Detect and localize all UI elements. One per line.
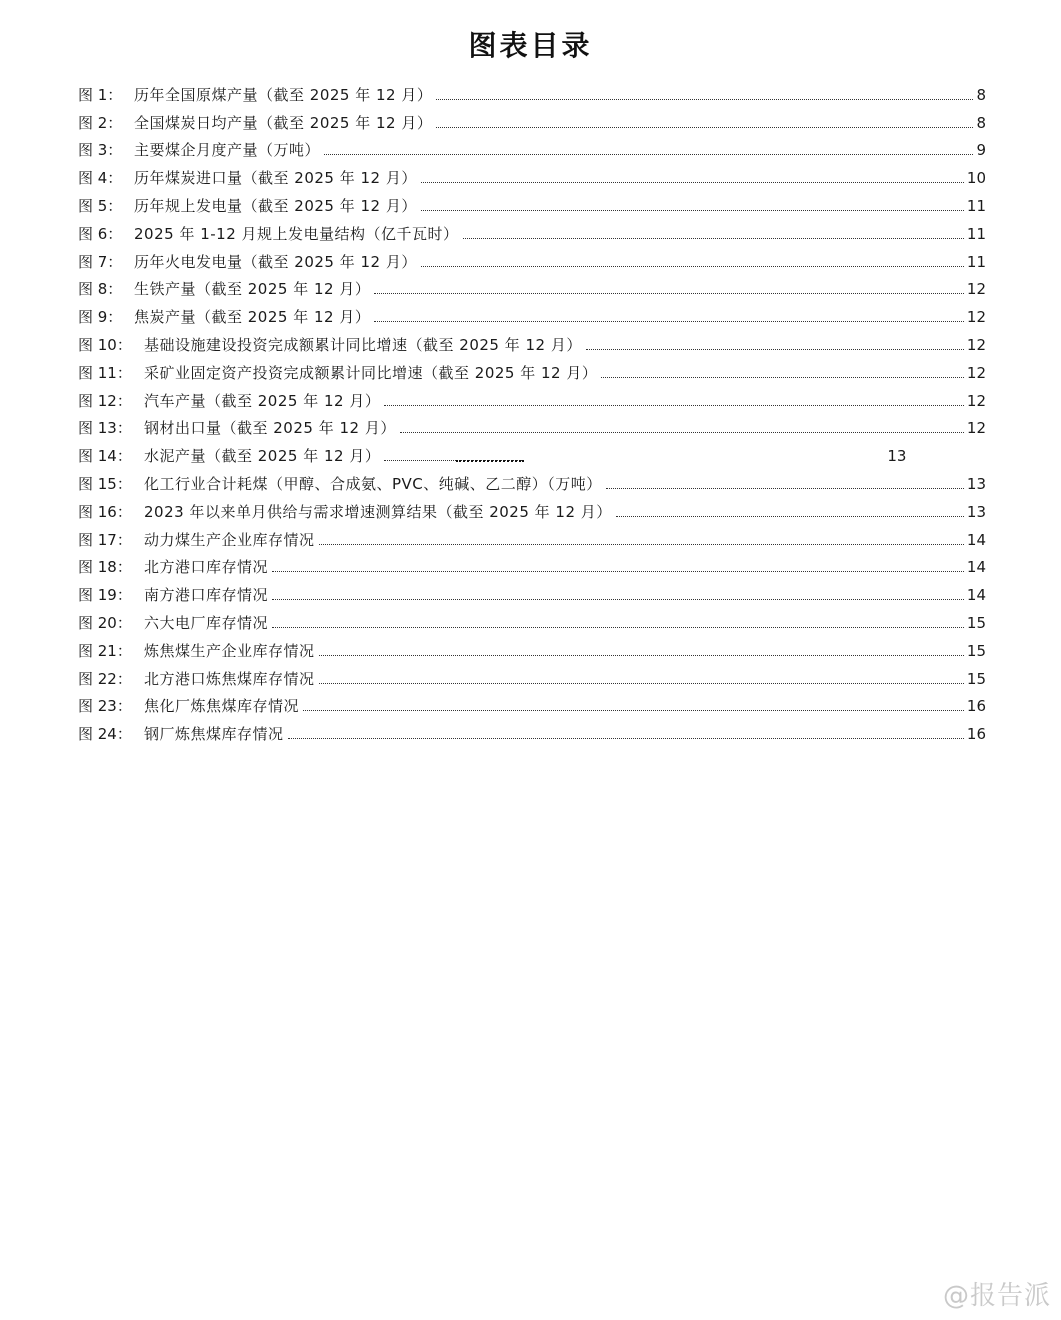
toc-entry[interactable] bbox=[78, 493, 986, 521]
page-number: 12 bbox=[966, 308, 986, 327]
dot-leader bbox=[374, 321, 964, 322]
figure-title: 钢材出口量（截至 2025 年 12 月） bbox=[144, 419, 396, 438]
page-number: 14 bbox=[966, 586, 986, 605]
toc-entry[interactable] bbox=[78, 326, 986, 354]
figure-title: 基础设施建设投资完成额累计同比增速（截至 2025 年 12 月） bbox=[144, 335, 582, 354]
figure-title: 生铁产量（截至 2025 年 12 月） bbox=[134, 280, 371, 299]
figure-number: 图 8： bbox=[78, 280, 123, 299]
figure-title: 2025 年 1-12 月规上发电量结构（亿千瓦时） bbox=[134, 224, 459, 243]
figure-number: 图 12： bbox=[78, 391, 132, 410]
toc-entry[interactable] bbox=[78, 271, 986, 299]
toc-entry[interactable] bbox=[78, 437, 986, 465]
toc-entry[interactable] bbox=[78, 187, 986, 215]
toc-entry[interactable] bbox=[78, 243, 986, 271]
figure-title: 化工行业合计耗煤（甲醇、合成氨、PVC、纯碱、乙二醇）（万吨） bbox=[144, 474, 602, 493]
page-number: 15 bbox=[966, 641, 986, 660]
page-number: 9 bbox=[976, 141, 986, 160]
dot-leader bbox=[272, 599, 964, 600]
figure-number: 图 19： bbox=[78, 586, 132, 605]
toc-entry[interactable] bbox=[78, 521, 986, 549]
figure-number: 图 24： bbox=[78, 725, 132, 744]
figure-title: 历年火电发电量（截至 2025 年 12 月） bbox=[134, 252, 417, 271]
figure-number: 图 15： bbox=[78, 474, 132, 493]
table-of-figures bbox=[78, 76, 986, 743]
figure-title: 焦炭产量（截至 2025 年 12 月） bbox=[134, 308, 371, 327]
figure-title: 2023 年以来单月供给与需求增速测算结果（截至 2025 年 12 月） bbox=[144, 502, 612, 521]
figure-number: 图 3： bbox=[78, 141, 123, 160]
dot-leader bbox=[384, 405, 964, 406]
page-number: 11 bbox=[966, 196, 986, 215]
figure-number: 图 20： bbox=[78, 613, 132, 632]
figure-title: 北方港口炼焦煤库存情况 bbox=[144, 669, 315, 688]
figure-title: 钢厂炼焦煤库存情况 bbox=[144, 725, 284, 744]
toc-entry[interactable] bbox=[78, 132, 986, 160]
toc-entry[interactable] bbox=[78, 298, 986, 326]
toc-entry[interactable] bbox=[78, 215, 986, 243]
page-number: 12 bbox=[966, 363, 986, 382]
dot-leader bbox=[463, 238, 964, 239]
dot-leader bbox=[384, 460, 524, 461]
dot-leader bbox=[319, 544, 964, 545]
figure-number: 图 7： bbox=[78, 252, 123, 271]
figure-title: 北方港口库存情况 bbox=[144, 558, 269, 577]
dot-leader bbox=[374, 293, 964, 294]
toc-entry[interactable] bbox=[78, 688, 986, 716]
page-number: 16 bbox=[966, 725, 986, 744]
dot-leader bbox=[436, 127, 973, 128]
toc-entry[interactable] bbox=[78, 159, 986, 187]
dot-leader bbox=[421, 210, 964, 211]
page-number: 13 bbox=[966, 474, 986, 493]
figure-title: 汽车产量（截至 2025 年 12 月） bbox=[144, 391, 381, 410]
dot-leader bbox=[616, 516, 964, 517]
figure-title: 历年煤炭进口量（截至 2025 年 12 月） bbox=[134, 169, 417, 188]
dot-leader bbox=[606, 488, 964, 489]
figure-number: 图 2： bbox=[78, 113, 123, 132]
toc-entry[interactable] bbox=[78, 104, 986, 132]
figure-number: 图 11： bbox=[78, 363, 132, 382]
dot-leader bbox=[319, 655, 964, 656]
dot-leader bbox=[601, 377, 964, 378]
figure-number: 图 18： bbox=[78, 558, 132, 577]
page-number: 8 bbox=[976, 85, 986, 104]
figure-number: 图 9： bbox=[78, 308, 123, 327]
figure-number: 图 4： bbox=[78, 169, 123, 188]
figure-number: 图 23： bbox=[78, 697, 132, 716]
toc-entry[interactable] bbox=[78, 76, 986, 104]
page-number: 12 bbox=[966, 391, 986, 410]
page-number: 11 bbox=[966, 252, 986, 271]
figure-number: 图 1： bbox=[78, 85, 123, 104]
figure-title: 水泥产量（截至 2025 年 12 月） bbox=[144, 447, 381, 466]
page-number: 15 bbox=[966, 613, 986, 632]
page-number: 11 bbox=[966, 224, 986, 243]
dot-leader bbox=[400, 432, 964, 433]
toc-entry[interactable] bbox=[78, 382, 986, 410]
dot-leader bbox=[319, 683, 964, 684]
toc-entry[interactable] bbox=[78, 354, 986, 382]
figure-title: 采矿业固定资产投资完成额累计同比增速（截至 2025 年 12 月） bbox=[144, 363, 598, 382]
toc-entry[interactable] bbox=[78, 715, 986, 743]
dot-leader bbox=[272, 571, 964, 572]
figure-number: 图 21： bbox=[78, 641, 132, 660]
page-number: 14 bbox=[966, 530, 986, 549]
page-number: 12 bbox=[966, 419, 986, 438]
page-number: 10 bbox=[966, 169, 986, 188]
page-number: 13 bbox=[887, 447, 907, 466]
figure-number: 图 10： bbox=[78, 335, 132, 354]
figure-title: 历年全国原煤产量（截至 2025 年 12 月） bbox=[134, 85, 433, 104]
dot-leader bbox=[586, 349, 964, 350]
figure-number: 图 6： bbox=[78, 224, 123, 243]
figure-title: 南方港口库存情况 bbox=[144, 586, 269, 605]
dot-leader bbox=[421, 182, 964, 183]
page-number: 16 bbox=[966, 697, 986, 716]
page-title: 图表目录 bbox=[468, 29, 593, 62]
figure-number: 图 5： bbox=[78, 196, 123, 215]
figure-title: 主要煤企月度产量（万吨） bbox=[134, 141, 321, 160]
dot-leader bbox=[303, 710, 964, 711]
toc-entry[interactable] bbox=[78, 604, 986, 632]
toc-entry[interactable] bbox=[78, 576, 986, 604]
figure-number: 图 17： bbox=[78, 530, 132, 549]
dot-leader bbox=[436, 99, 973, 100]
dot-leader bbox=[288, 738, 964, 739]
figure-number: 图 22： bbox=[78, 669, 132, 688]
dot-leader bbox=[272, 627, 964, 628]
dot-leader bbox=[324, 154, 973, 155]
figure-number: 图 14： bbox=[78, 447, 132, 466]
toc-entry[interactable] bbox=[78, 632, 986, 660]
figure-number: 图 13： bbox=[78, 419, 132, 438]
page-number: 15 bbox=[966, 669, 986, 688]
toc-entry[interactable] bbox=[78, 660, 986, 688]
page-number: 8 bbox=[976, 113, 986, 132]
figure-title: 全国煤炭日均产量（截至 2025 年 12 月） bbox=[134, 113, 433, 132]
figure-number: 图 16： bbox=[78, 502, 132, 521]
toc-entry[interactable] bbox=[78, 549, 986, 577]
page-number: 12 bbox=[966, 280, 986, 299]
figure-title: 炼焦煤生产企业库存情况 bbox=[144, 641, 315, 660]
figure-title: 动力煤生产企业库存情况 bbox=[144, 530, 315, 549]
figure-title: 焦化厂炼焦煤库存情况 bbox=[144, 697, 300, 716]
dot-leader bbox=[421, 266, 964, 267]
page-number: 13 bbox=[966, 502, 986, 521]
toc-entry[interactable] bbox=[78, 410, 986, 438]
figure-title: 历年规上发电量（截至 2025 年 12 月） bbox=[134, 196, 417, 215]
page-number: 14 bbox=[966, 558, 986, 577]
figure-title: 六大电厂库存情况 bbox=[144, 613, 269, 632]
page-number: 12 bbox=[966, 335, 986, 354]
toc-entry[interactable] bbox=[78, 465, 986, 493]
watermark-text: @报告派 bbox=[942, 1281, 1051, 1311]
